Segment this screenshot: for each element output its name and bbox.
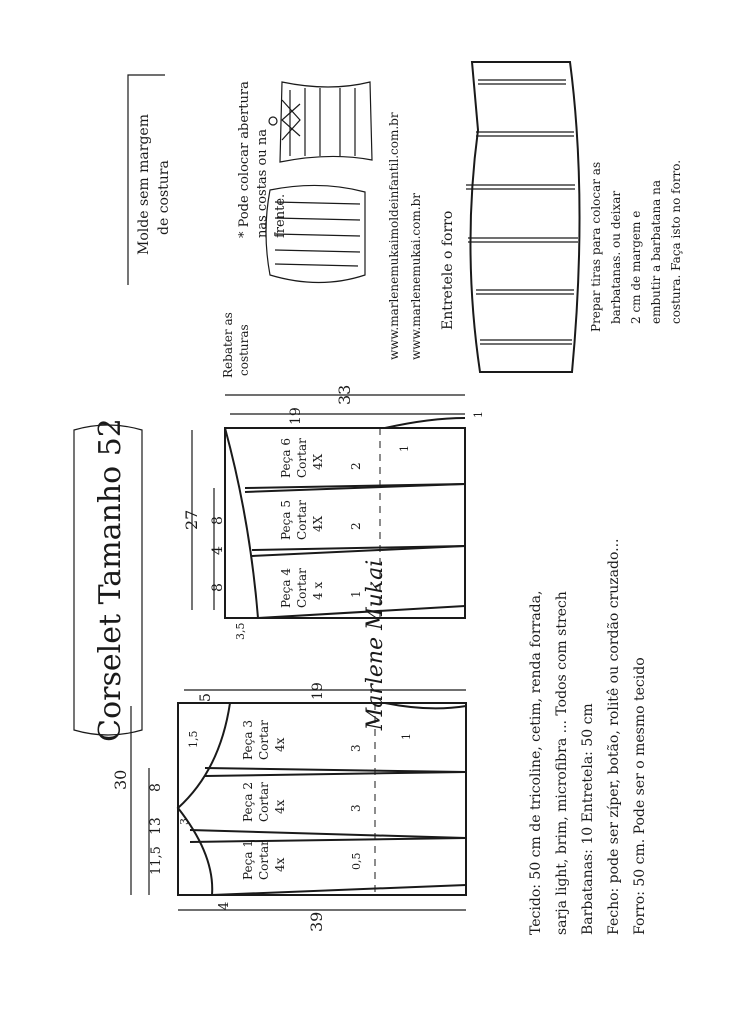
pattern-b-right-curve [385, 418, 465, 428]
svg-text:4x: 4x [273, 737, 287, 752]
opening-line-1: * Pode colocar abertura [237, 81, 252, 238]
interfacing-text: Entretele o forro [440, 210, 456, 330]
lining-outline [470, 62, 579, 372]
pattern-a-dim-dart-3a: 3 [349, 744, 363, 752]
pattern-b [182, 385, 485, 640]
svg-text:Peça 1: Peça 1 [241, 840, 255, 880]
pattern-a-dim-zero-five: 0,5 [350, 852, 363, 870]
pattern-b-dim-corner: 3,5 [234, 622, 247, 640]
pattern-a-seam-1 [205, 768, 466, 772]
lining-diagram [466, 62, 580, 372]
materials-line-4: Fecho: pode ser zíper, botão, rolitê ou cordão cruzado... [606, 538, 622, 935]
no-margin-line-2: de costura [156, 160, 172, 235]
svg-text:Peça 6: Peça 6 [279, 438, 293, 478]
materials-line-1: Tecido: 50 cm de tricoline, cetim, renda forrada, [528, 590, 544, 935]
pattern-b-dim-seg-a: 8 [210, 583, 226, 592]
svg-text:4X: 4X [311, 515, 325, 532]
interfacing-note [440, 211, 456, 330]
svg-text:Cortar: Cortar [257, 782, 271, 822]
svg-text:Cortar: Cortar [257, 720, 271, 760]
pattern-b-dim-tiny-1b: 1 [472, 411, 485, 418]
corset-sketch-back [269, 82, 372, 162]
opening-line-3: frente. [273, 193, 288, 238]
pattern-a-seam-2 [205, 772, 466, 776]
website-1: www.marlenemukaimoldeinfantil.com.br [387, 112, 401, 360]
pattern-a-dim-bottom-4: 4 [217, 901, 232, 910]
materials-line-5: Forro: 50 cm. Pode ser o mesmo tecido [632, 657, 648, 935]
piece-6-label [279, 438, 325, 478]
svg-text:4X: 4X [311, 453, 325, 470]
strips-note [589, 160, 683, 332]
stitch-note [221, 312, 251, 378]
svg-text:Cortar: Cortar [295, 438, 309, 478]
pattern-b-dim-seg-c: 8 [210, 516, 226, 525]
materials-line-2: sarja light, brim, microfibra ... Todos com strech [554, 591, 570, 935]
websites [387, 112, 423, 360]
strips-line-4: embutir a barbatana na [649, 179, 663, 324]
pattern-a-dim-total-height: 30 [111, 769, 130, 790]
svg-text:Peça 2: Peça 2 [241, 782, 255, 822]
pattern-a-top-curve [178, 703, 230, 895]
svg-text:4x: 4x [273, 857, 287, 872]
pattern-b-dim-total-width: 33 [335, 384, 354, 405]
pattern-a-dim-small-3: 3 [178, 818, 191, 825]
signature-text: Marlene Mukai [363, 559, 388, 731]
pattern-b-dim-dart-2b: 2 [349, 462, 363, 470]
piece-2-label [241, 782, 287, 822]
no-margin-line-1: Molde sem margem [136, 114, 152, 255]
pattern-b-dim-seg-b: 4 [210, 546, 226, 555]
pattern-a-seam-5 [212, 885, 466, 895]
pattern-b-dim-tiny-1a: 1 [398, 445, 411, 452]
svg-text:Cortar: Cortar [295, 568, 309, 608]
piece-5-label [279, 500, 325, 540]
pattern-b-dim-total-height: 27 [182, 509, 201, 530]
pattern-a-dim-top-left: 5 [198, 693, 214, 702]
pattern-a-dim-seg-c: 8 [148, 783, 164, 792]
strips-line-2: barbatanas. ou deixar [609, 190, 623, 324]
pattern-a-dim-seg-b: 13 [148, 817, 164, 835]
opening-line-2: nas costas ou na [255, 129, 270, 238]
svg-text:4x: 4x [273, 799, 287, 814]
materials-list [528, 539, 648, 935]
svg-text:Peça 4: Peça 4 [279, 568, 293, 608]
piece-3-label [241, 720, 287, 760]
strips-line-5: costura. Faça isto no forro. [669, 159, 683, 324]
svg-text:Peça 3: Peça 3 [241, 720, 255, 760]
pattern-a-outline [178, 703, 466, 895]
piece-4-label [279, 568, 325, 608]
pattern-b-outline [225, 428, 465, 618]
pattern-a-dim-top-right: 19 [310, 682, 326, 700]
svg-text:Cortar: Cortar [295, 500, 309, 540]
pattern-b-dim-top-right: 19 [288, 407, 304, 425]
strips-line-3: 2 cm de margem e [629, 210, 643, 324]
svg-text:Peça 5: Peça 5 [279, 500, 293, 540]
piece-1-label [241, 840, 287, 880]
strips-line-1: Prepar tiras para colocar as [589, 161, 603, 332]
pattern-a-seam-3 [190, 830, 466, 838]
pattern-a-dim-seg-a: 11,5 [149, 846, 164, 875]
pattern-a-dim-one-five: 1,5 [187, 730, 200, 748]
title-block [74, 418, 142, 742]
pattern-a-dim-dart-3b: 3 [349, 804, 363, 812]
pattern-b-dim-dart-1: 1 [349, 590, 363, 598]
title-text: Corselet Tamanho 52 [93, 418, 128, 742]
pattern-b-dim-dart-2a: 2 [349, 522, 363, 530]
stitch-line-2: costuras [237, 324, 251, 376]
no-margin-note [128, 75, 172, 285]
pattern-b-left-curve [225, 428, 258, 618]
pattern-a-dim-total-width: 39 [307, 911, 326, 932]
stitch-line-1: Rebater as [221, 312, 235, 378]
pattern-a-seam-4 [190, 838, 466, 842]
svg-text:Cortar: Cortar [257, 840, 271, 880]
pattern-a-dim-tiny-1: 1 [400, 733, 413, 740]
svg-text:4 x: 4 x [311, 581, 325, 600]
materials-line-3: Barbatanas: 10 Entretela: 50 cm [580, 703, 596, 935]
pattern-a [111, 682, 466, 932]
website-2: www.marlenemukai.com.br [409, 193, 423, 360]
